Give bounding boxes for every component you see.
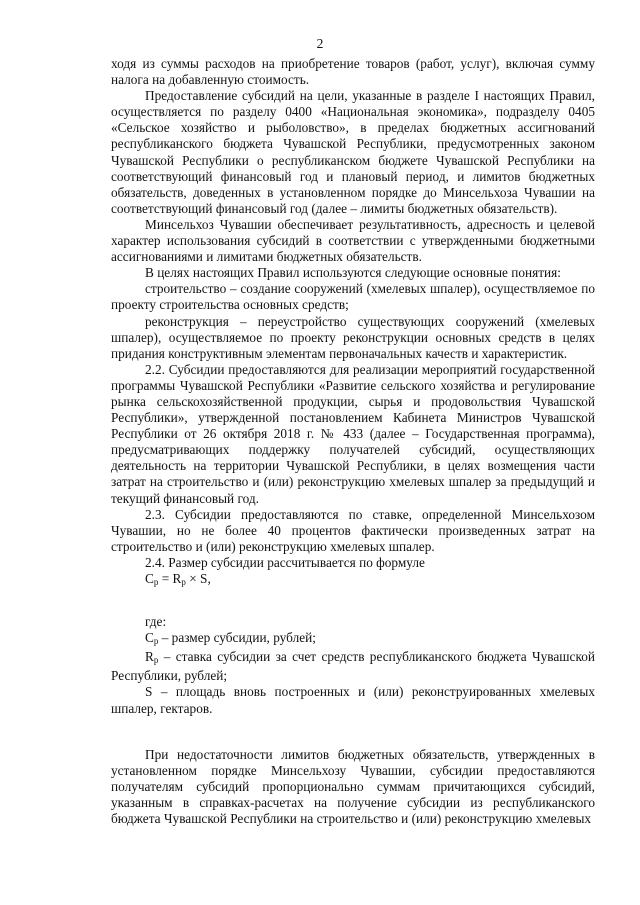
definition-r-sub: р (153, 655, 159, 666)
formula-rate-sub: р (181, 577, 186, 587)
paragraph-ministry-responsibility: Минсельхоз Чувашии обеспечивает результативность, адресность и целевой характер использования субсидий в соответствии с утвержденными бюджетными ассигнованиями и лимитами бюджетных обязательств. (111, 216, 595, 265)
formula-eq: = (158, 571, 173, 586)
definition-c (111, 630, 595, 649)
definition-c-symbol: C (145, 630, 154, 646)
paragraph-2-3: 2.3. Субсидии предоставляются по ставке, определенной Минсельхозом Чувашии, но не более 40 процентов фактически произведенных затрат на строительство и (или) реконструкцию хмелевых шпалер. (111, 506, 595, 554)
paragraph-definitions-intro: В целях настоящих Правил используются следующие основные понятия: (145, 265, 561, 281)
paragraph-definition-construction: строительство – создание сооружений (хмелевых шпалер), осуществляемое по проекту строительства основных средств; (111, 281, 595, 313)
paragraph-insufficient-limits: При недостаточности лимитов бюджетных обязательств, утвержденных в установленном порядке Минсельхозу Чувашии, субсидии предоставляются получателям субсидий пропорционально суммам причитающихся субсидий, указанным в справках-расчетах на получение субсидии из республиканского бюджета Чувашской Республики на строительство и (или) реконструкцию хмелевых (111, 746, 595, 827)
document-body (111, 56, 595, 827)
formula-lhs: C (145, 571, 154, 586)
definition-r-symbol: R (145, 649, 154, 665)
paragraph-continuation: ходя из суммы расходов на приобретение товаров (работ, услуг), включая сумму налога на добавленную стоимость. (111, 56, 595, 88)
formula-lhs-sub: р (153, 577, 159, 587)
paragraph-2-2: 2.2. Субсидии предоставляются для реализации мероприятий государственной программы Чувашской Республики «Развитие сельского хозяйства и регулирование рынка сельскохозяйственной продукции, сырья и продовольствия Чувашской Республики», утвержденной постановлением Кабинета Министров Чувашской Республики от 26 октября 2018 г. № 433 (далее – Государственная программа), предусматривающих поддержку получателей субсидий, осуществляющих деятельность на территории Чувашской Республики, в целях возмещения части затрат на строительство и (или) реконструкцию хмелевых шпалер за предыдущий и текущий финансовый год. (111, 361, 595, 506)
definition-c-sub: р (153, 636, 159, 647)
subsidy-formula (111, 571, 595, 590)
definition-r (111, 649, 595, 684)
page-number: 2 (316, 36, 324, 51)
definition-r-text: – ставка субсидии за счет средств республиканского бюджета Чувашской Республики, рублей; (111, 649, 595, 684)
formula-rate: R (172, 571, 182, 586)
definition-s: S – площадь вновь построенных и (или) реконструированных хмелевых шпалер, гектаров. (111, 684, 595, 716)
paragraph-definition-reconstruction: реконструкция – переустройство существующих сооружений (хмелевых шпалер), осуществляемое по проекту реконструкции основных средств в целях придания конструктивным элементам первоначальных качеств и характеристик. (111, 313, 595, 361)
definition-c-text: – размер субсидии, рублей; (158, 630, 316, 646)
paragraph-2-4: 2.4. Размер субсидии рассчитывается по формуле (145, 554, 425, 570)
definitions-where: где: (145, 614, 167, 630)
paragraph-budget-section: Предоставление субсидий на цели, указанные в разделе I настоящих Правил, осуществляется по разделу 0400 «Национальная экономика», подразделу 0405 «Сельское хозяйство и рыболовство», в пределах бюджетных ассигнований республиканского бюджета Чувашской Республики, предусмотренных законом Чувашской Республики о республиканском бюджете Чувашской Республики на соответствующий финансовый год и плановый период, и лимитов бюджетных обязательств, доведенных в установленном порядке до Минсельхоза Чувашии на соответствующий финансовый год (далее – лимиты бюджетных обязательств). (111, 88, 595, 216)
formula-rest: × S, (185, 571, 211, 586)
